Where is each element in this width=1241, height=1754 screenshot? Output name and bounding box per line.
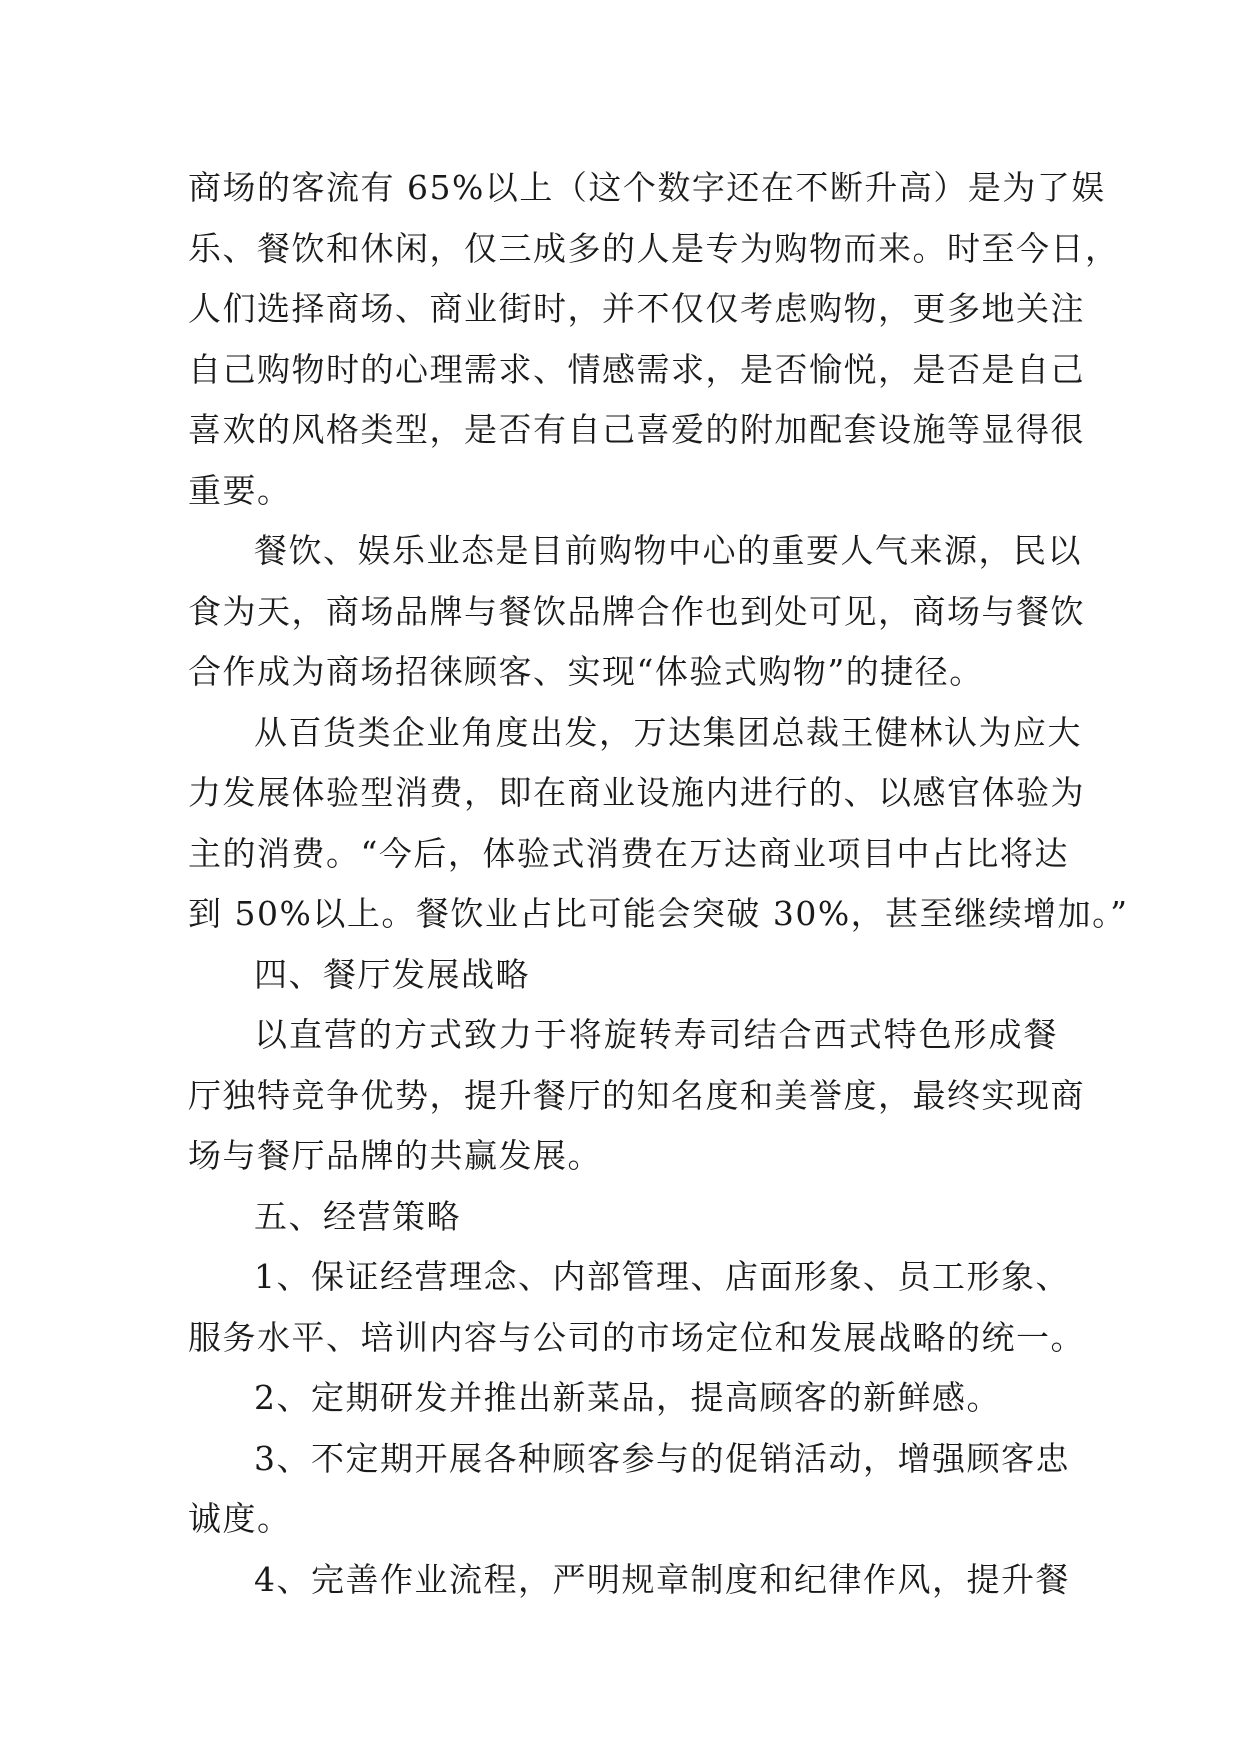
section-heading: 四、餐厅发展战略 xyxy=(254,954,530,994)
text-line: 食为天，商场品牌与餐饮品牌合作也到处可见，商场与餐饮 xyxy=(188,591,1085,631)
text-line: 乐、餐饮和休闲，仅三成多的人是专为购物而来。时至今日， xyxy=(188,228,1120,268)
paragraph-first-line: 从百货类企业角度出发，万达集团总裁王健林认为应大 xyxy=(254,712,1082,752)
text-line: 诚度。 xyxy=(188,1499,292,1538)
text-line: 力发展体验型消费，即在商业设施内进行的、以感官体验为 xyxy=(188,773,1085,812)
text-line: 到 50%以上。餐饮业占比可能会突破 30%，甚至继续增加。” xyxy=(188,894,1129,933)
list-item-first-line: 4、完善作业流程，严明规章制度和纪律作风，提升餐 xyxy=(254,1559,1070,1599)
text-line: 厅独特竞争优势，提升餐厅的知名度和美誉度，最终实现商 xyxy=(188,1075,1085,1115)
text-line: 商场的客流有 65%以上（这个数字还在不断升高）是为了娱 xyxy=(188,168,1106,207)
paragraph-first-line: 以直营的方式致力于将旋转寿司结合西式特色形成餐 xyxy=(254,1015,1058,1054)
text-line: 人们选择商场、商业街时，并不仅仅考虑购物，更多地关注 xyxy=(188,289,1085,328)
list-item-first-line: 1、保证经营理念、内部管理、店面形象、员工形象、 xyxy=(254,1257,1070,1296)
section-heading: 五、经营策略 xyxy=(254,1196,461,1236)
text-line: 喜欢的风格类型，是否有自己喜爱的附加配套设施等显得很 xyxy=(188,410,1085,449)
text-line: 自己购物时的心理需求、情感需求，是否愉悦，是否是自己 xyxy=(188,349,1085,389)
text-line: 合作成为商场招徕顾客、实现“体验式购物”的捷径。 xyxy=(188,652,984,691)
list-item-first-line: 3、不定期开展各种顾客参与的促销活动，增强顾客忠 xyxy=(254,1438,1070,1478)
list-item-first-line: 2、定期研发并推出新菜品，提高顾客的新鲜感。 xyxy=(254,1378,1001,1417)
text-line: 重要。 xyxy=(188,470,292,510)
paragraph-first-line: 餐饮、娱乐业态是目前购物中心的重要人气来源，民以 xyxy=(254,531,1082,570)
text-line: 主的消费。“今后，体验式消费在万达商业项目中占比将达 xyxy=(188,833,1069,873)
text-line: 服务水平、培训内容与公司的市场定位和发展战略的统一。 xyxy=(188,1317,1085,1357)
text-line: 场与餐厅品牌的共赢发展。 xyxy=(188,1136,602,1175)
document-body xyxy=(188,158,1129,1610)
